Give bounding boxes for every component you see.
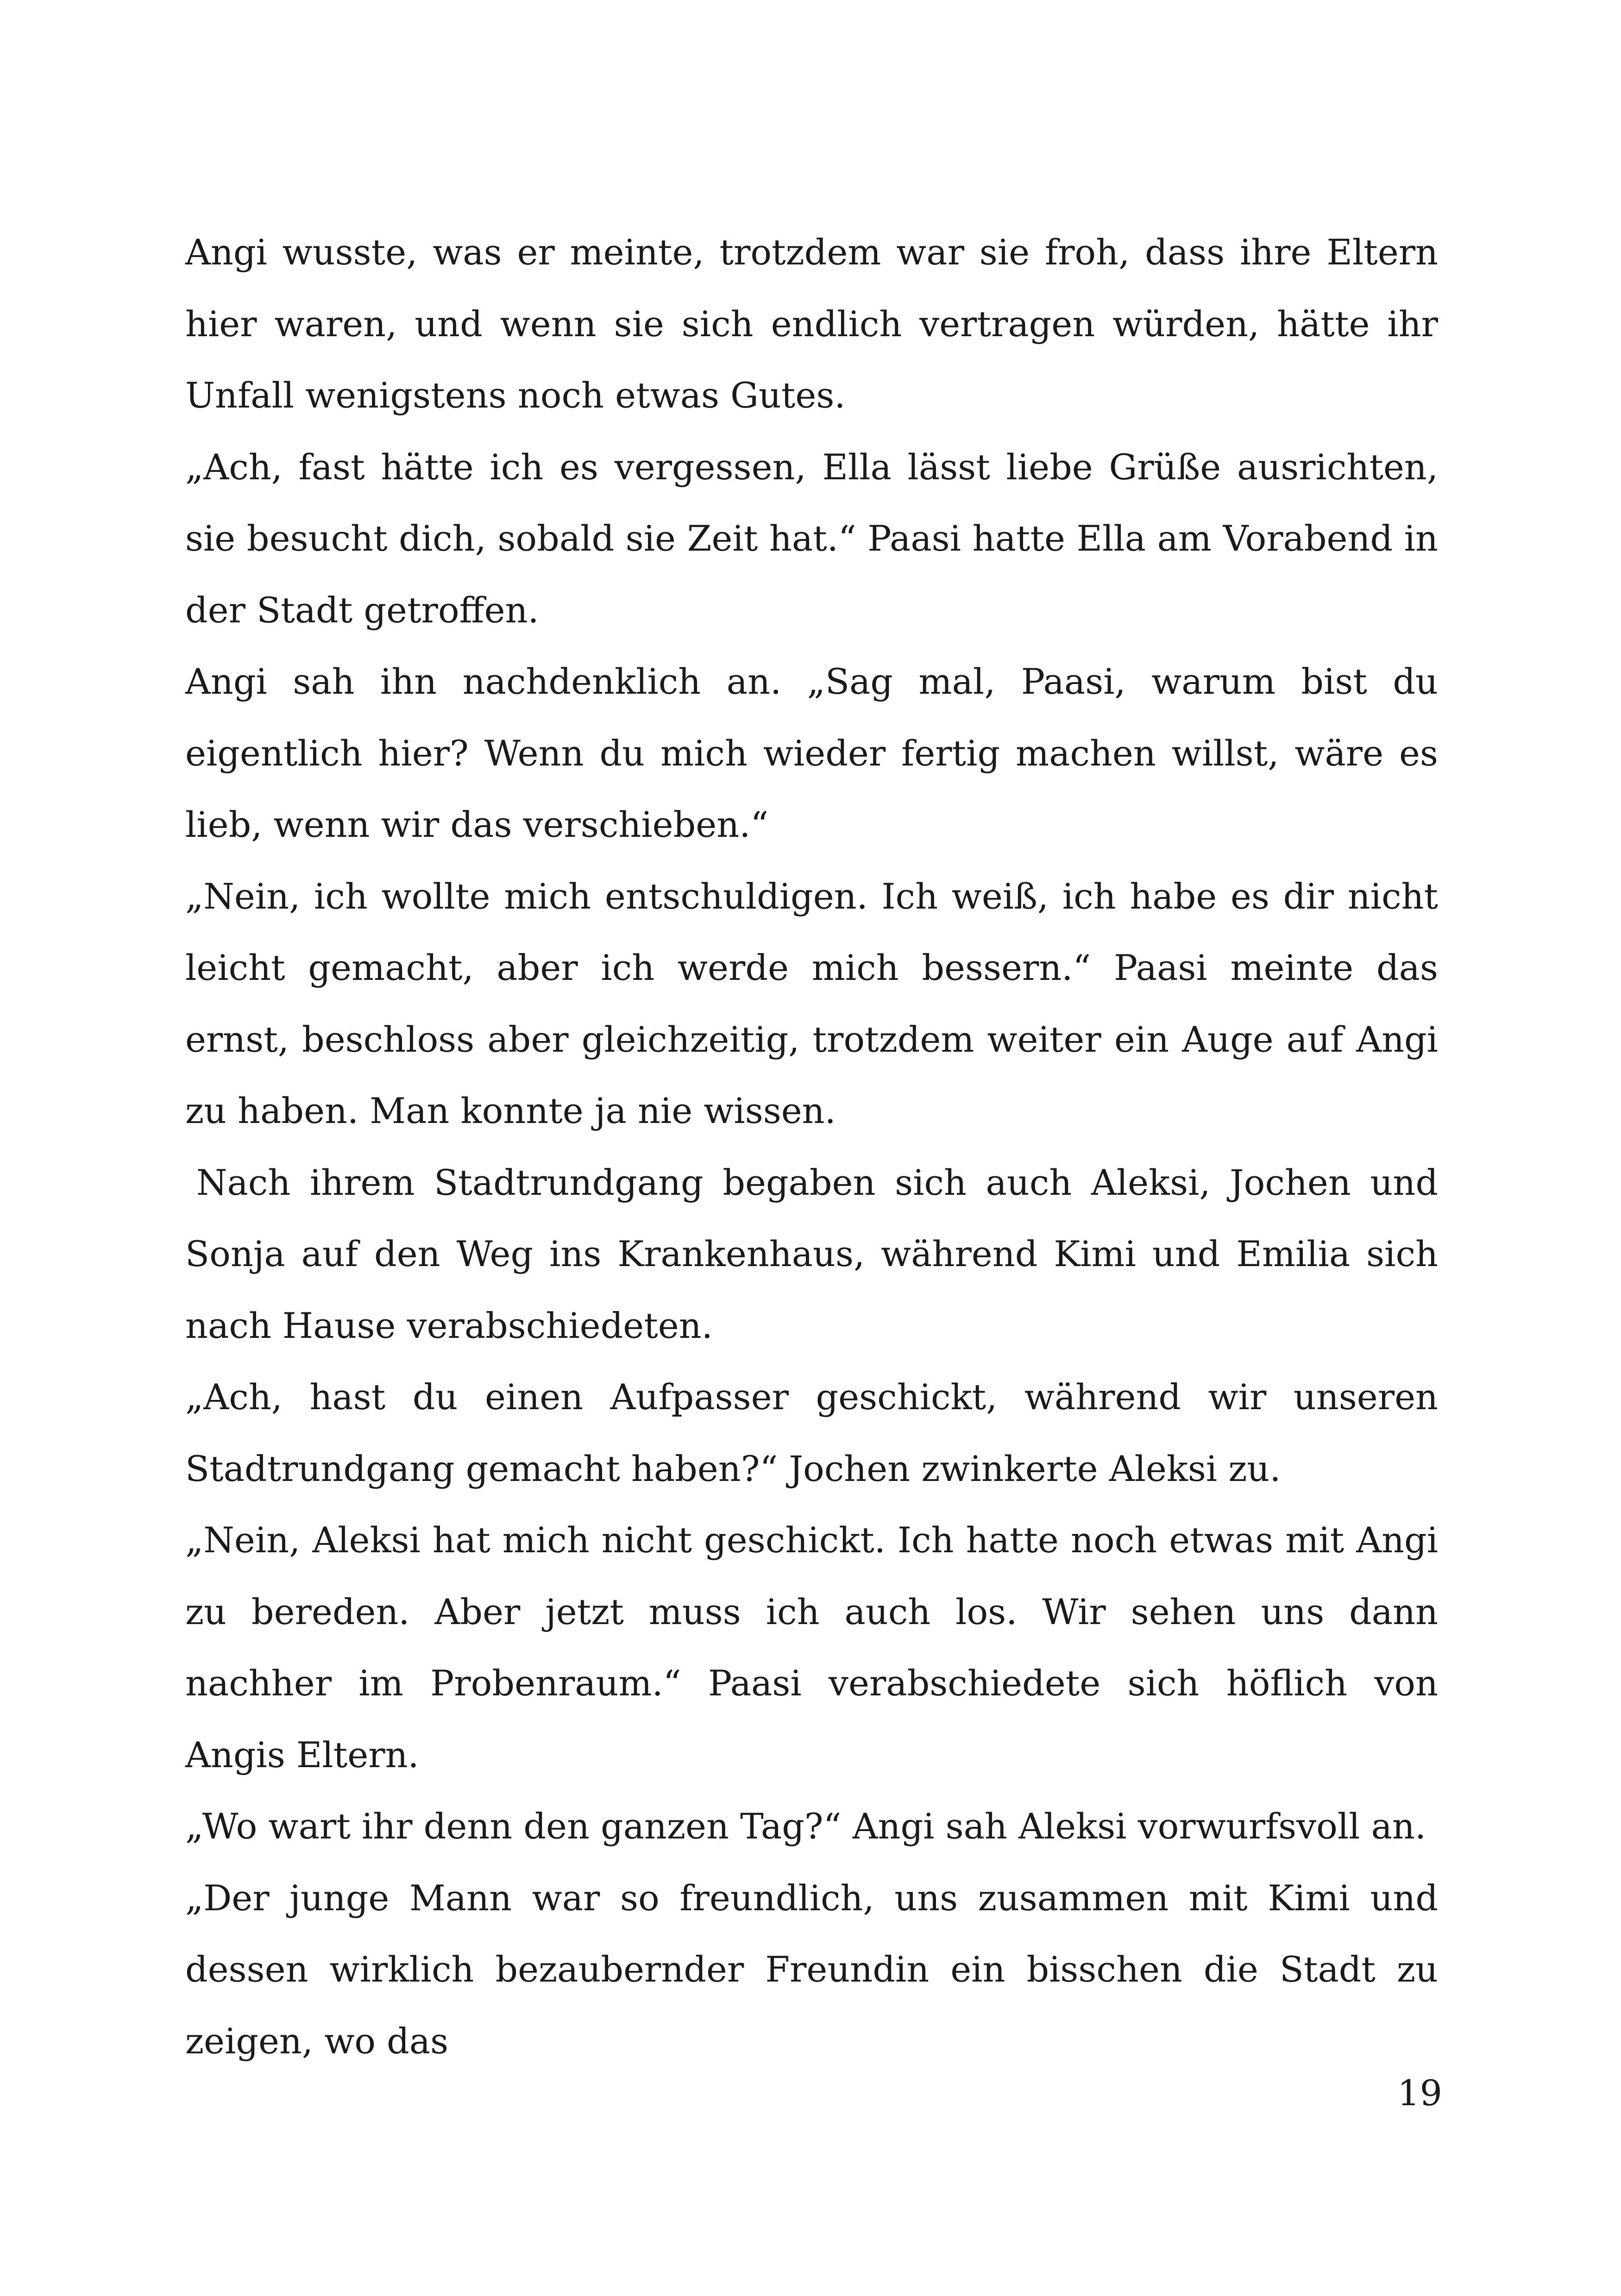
paragraph: „Nein, Aleksi hat mich nicht geschickt. Ich hatte noch etwas mit Angi zu bereden. Aber jetzt muss ich auch los. Wir sehen uns dann nachher im Probenraum.“ Paasi verabschiedete sich höflich von Angis Eltern. [185,1519,1438,1775]
paragraph: Angi sah ihn nachdenklich an. „Sag mal, Paasi, warum bist du eigentlich hier? Wenn du mich wieder fertig machen willst, wäre es lieb, wenn wir das verschieben.“ [185,661,1438,845]
paragraph: „Wo wart ihr denn den ganzen Tag?“ Angi sah Aleksi vorwurfsvoll an. [185,1806,1426,1847]
paragraph: „Nein, ich wollte mich entschuldigen. Ich weiß, ich habe es dir nicht leicht gemacht, aber ich werde mich bessern.“ Paasi meinte das ernst, beschloss aber gleichzeitig, trotzdem weiter ein Auge auf Angi zu haben. Man konnte ja nie wissen. [185,875,1438,1131]
paragraph: Angi wusste, was er meinte, trotzdem war sie froh, dass ihre Eltern hier waren, und wenn sie sich endlich vertragen würden, hätte ihr Unfall wenigstens noch etwas Gutes. [185,232,1438,416]
page-number: 19 [1397,2072,1442,2114]
body-text [185,217,1438,2077]
paragraph: „Der junge Mann war so freundlich, uns zusammen mit Kimi und dessen wirklich bezaubernder Freundin ein bisschen die Stadt zu zeigen, wo das [185,1877,1438,2062]
paragraph: „Ach, hast du einen Aufpasser geschickt, während wir unseren Stadtrundgang gemacht haben?“ Jochen zwinkerte Aleksi zu. [185,1376,1438,1489]
paragraph: „Ach, fast hätte ich es vergessen, Ella lässt liebe Grüße ausrichten, sie besucht dich, sobald sie Zeit hat.“ Paasi hatte Ella am Vorabend in der Stadt getroffen. [185,446,1438,631]
paragraph: Nach ihrem Stadtrundgang begaben sich auch Aleksi, Jochen und Sonja auf den Weg ins Krankenhaus, während Kimi und Emilia sich nach Hause verabschiedeten. [185,1161,1438,1346]
